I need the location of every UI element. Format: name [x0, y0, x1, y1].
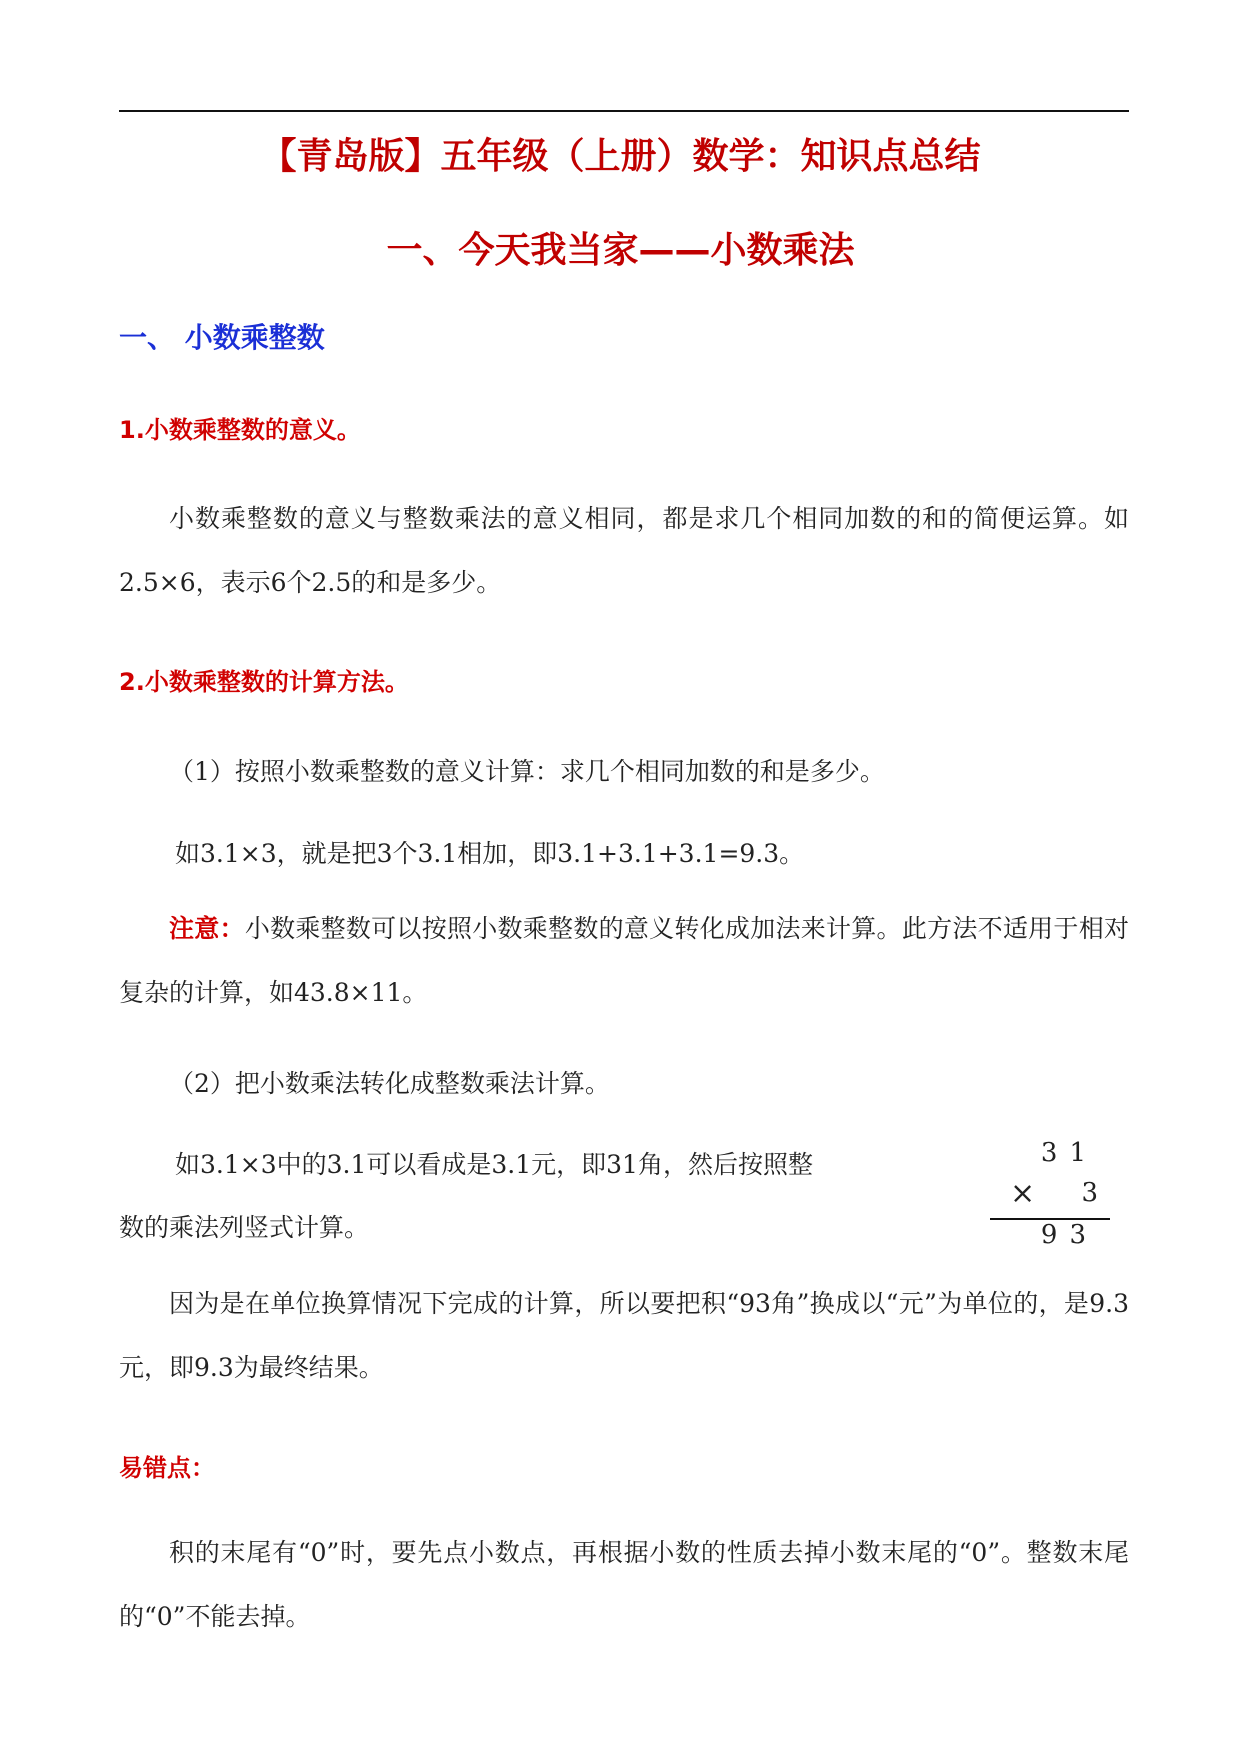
calc-times-sign: × — [1010, 1176, 1036, 1211]
example2-line2: 数的乘法列竖式计算。 — [119, 1213, 370, 1242]
header-rule — [119, 110, 1129, 112]
document-title — [0, 128, 1241, 179]
title-publisher: 【青岛版】 — [260, 136, 441, 177]
calc-multiplier: 3 — [1081, 1178, 1098, 1208]
calc-product: 93 — [1040, 1220, 1098, 1250]
point1-paragraph: 小数乘整数的意义与整数乘法的意义相同，都是求几个相同加数的和的简便运算。如2.5×6，表示6个2.5的和是多少。 — [119, 504, 1129, 597]
mistakes-paragraph: 积的末尾有“0”时，要先点小数点，再根据小数的性质去掉小数末尾的“0”。整数末尾的“0”不能去掉。 — [119, 1538, 1129, 1631]
conversion-paragraph: 因为是在单位换算情况下完成的计算，所以要把积“93角”换成以“元”为单位的，是9.3元，即9.3为最终结果。 — [119, 1289, 1129, 1382]
mistakes-heading: 易错点： — [119, 1454, 215, 1482]
calc-multiplicand: 31 — [1040, 1138, 1098, 1168]
title-text: 五年级（上册）数学：知识点总结 — [440, 136, 981, 177]
note-paragraph — [119, 897, 1129, 1025]
example2-line1: 如3.1×3中的3.1可以看成是3.1元，即31角，然后按照整 — [175, 1150, 813, 1179]
point1-heading: 1.小数乘整数的意义。 — [119, 416, 361, 444]
section-heading: 一、 小数乘整数 — [119, 321, 325, 354]
note-text: 小数乘整数可以按照小数乘整数的意义转化成加法来计算。此方法不适用于相对复杂的计算，如43.8×11。 — [119, 914, 1129, 1007]
example1-text: 如3.1×3，就是把3个3.1相加，即3.1+3.1+3.1=9.3。 — [175, 839, 805, 868]
method1-text: （1）按照小数乘整数的意义计算：求几个相同加数的和是多少。 — [169, 757, 885, 786]
chapter-heading: 一、今天我当家——小数乘法 — [386, 230, 855, 271]
point2-heading: 2.小数乘整数的计算方法。 — [119, 668, 409, 696]
method2-text: （2）把小数乘法转化成整数乘法计算。 — [169, 1069, 610, 1098]
vertical-multiplication — [990, 1138, 1110, 1248]
note-label: 注意： — [169, 914, 245, 943]
